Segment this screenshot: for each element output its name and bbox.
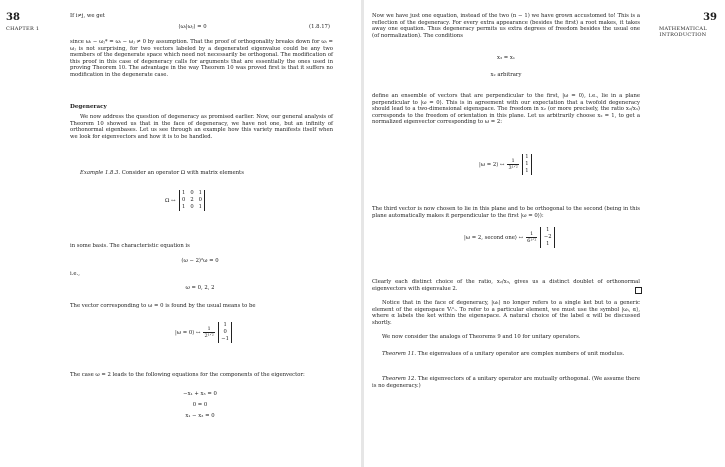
condition-2: x₂ arbitrary — [490, 72, 522, 78]
left-page — [0, 0, 361, 467]
theorem-12-label: Theorem 12. — [382, 376, 417, 382]
eigenvector-omega-2-second — [464, 227, 555, 248]
equation-1-8-17: ⟨ωᵢ|ωⱼ⟩ = 0 — [178, 24, 207, 30]
intro-text: If i≠j, we get — [70, 13, 105, 19]
vector-entry: 0 — [223, 329, 227, 335]
vector-entry: −2 — [543, 234, 552, 240]
matrix-cell: 1 — [198, 190, 202, 196]
eigenvector-omega-2 — [479, 154, 532, 175]
paragraph-doublet: Clearly each distinct choice of the ratio, x₂/x₃, gives us a distinct doublet of orthonormal eigenvectors with eigenvalue 2. — [372, 279, 640, 292]
vec0-lhs: |ω = 0⟩ ↔ — [175, 329, 201, 336]
fraction-numerator: 1 — [511, 158, 515, 164]
case-text: The case ω = 2 leads to the following equations for the components of the eigenvector: — [70, 372, 305, 378]
paragraph-ensemble: define an ensemble of vectors that are perpendicular to the first, |ω = 0⟩, i.e., lie in a plane perpendicular to |ω = 0⟩. This is in agreement with our expectation that a twofold degeneracy should lead to a two-dimensional eigenspace. The freedom in x₂ (or more precisely, the ratio x₂/x₃) corresponds to the freedom of orientation in this plane. Let us arbitrarily choose x₂ = 1, to get a normalized eigenvector corresponding to ω = 2: — [372, 93, 640, 125]
vector-entry: 1 — [525, 154, 529, 160]
paragraph-unitary: We now consider the analogs of Theorems 9 and 10 for unitary operators. — [382, 334, 581, 340]
vector-entry: 1 — [525, 161, 529, 167]
example-text: Consider an operator Ω with matrix elements — [121, 170, 244, 176]
roots-equation: ω = 0, 2, 2 — [185, 285, 215, 291]
fraction-denominator: 3¹ᐟ² — [508, 165, 518, 171]
equation-row-2: 0 = 0 — [192, 402, 208, 408]
vec2-column — [522, 154, 532, 175]
fraction-denominator: 6¹ᐟ² — [527, 238, 537, 244]
vector-entry: −1 — [221, 336, 229, 342]
section-heading-degeneracy: Degeneracy — [70, 104, 107, 110]
omega-matrix-equation — [165, 190, 205, 211]
theorem-11 — [372, 351, 640, 358]
example-label: Example 1.8.3. — [80, 170, 121, 176]
vector-entry: 1 — [546, 241, 550, 247]
equation-row-1: −x₁ + x₃ = 0 — [183, 391, 217, 397]
matrix-row — [179, 204, 205, 211]
characteristic-equation: (ω − 2)²ω = 0 — [181, 258, 219, 264]
vector-entry: 1 — [223, 322, 227, 328]
vector-entry: 1 — [525, 168, 529, 174]
matrix-cell: 0 — [190, 204, 194, 210]
omega-matrix — [179, 190, 206, 211]
ie-text: i.e., — [70, 271, 80, 277]
matrix-row — [179, 197, 205, 204]
theorem-11-label: Theorem 11. — [382, 351, 417, 357]
example-line — [80, 170, 335, 177]
matrix-row — [179, 190, 205, 197]
vec0-fraction — [203, 326, 214, 339]
paragraph-degeneracy: We now address the question of degeneracy as promised earlier. Now, our general analysis of Theorem 10 showed us that in the face of degeneracy, we have not one, but an infinity of orthonormal eigenbases. Let us see through an example how this variety manifests itself when we look for eigenvectors and how it is to be handled. — [70, 114, 333, 140]
theorem-11-text: The eigenvalues of a unitary operator are complex numbers of unit modulus. — [417, 351, 625, 357]
vector-text: The vector corresponding to ω = 0 is found by the usual means to be — [70, 303, 256, 309]
vec2-lhs: |ω = 2⟩ ↔ — [479, 161, 505, 168]
condition-1: x₃ = x₁ — [496, 55, 516, 61]
theorem-12-text: The eigenvectors of a unitary operator are mutually orthogonal. (We assume there is no degeneracy.) — [372, 376, 640, 389]
equation-row-3: x₁ − x₃ = 0 — [185, 413, 215, 419]
matrix-cell: 0 — [182, 197, 186, 203]
chapter-label-right: MATHEMATICAL INTRODUCTION — [659, 26, 707, 38]
vector-entry: 1 — [546, 227, 550, 233]
paragraph-one-equation: Now we have just one equation, instead of the two (n − 1) we have grown accustomed to! This is a reflection of the degeneracy. For every extra appearance (besides the first) a root makes, it takes away one equation. Thus degeneracy permits us extra degrees of freedom besides the usual one (of normalization). The conditions — [372, 13, 640, 39]
equation-label: (1.8.17) — [309, 24, 330, 30]
end-of-proof-square — [635, 287, 642, 294]
page-number-left: 38 — [6, 12, 20, 23]
fraction-numerator: 1 — [530, 231, 534, 237]
vec0-column — [218, 322, 233, 343]
theorem-12 — [372, 376, 640, 389]
paragraph-generic-element: Notice that in the face of degeneracy, |ωᵢ⟩ no longer refers to a single ket but to a generic element of the eigenspace 𝕍ᵢⁿᵢ. To refer to a particular element, we must use the symbol |ωᵢ, α⟩, where α labels the ket within the eigenspace. A natural choice of the label α will be discussed shortly. — [372, 300, 640, 326]
fraction-denominator: 2¹ᐟ² — [204, 333, 214, 339]
paragraph-third-vector: The third vector is now chosen to lie in this plane and to be orthogonal to the second (being in this plane automatically makes it perpendicular to the first |ω = 0⟩): — [372, 206, 640, 219]
eigenvector-omega-0 — [175, 322, 232, 343]
matrix-cell: 0 — [198, 197, 202, 203]
matrix-cell: 1 — [182, 204, 186, 210]
matrix-cell: 1 — [182, 190, 186, 196]
paragraph-orthogonality: since ωᵢ − ωⱼ* = ωᵢ − ωⱼ ≠ 0 by assumption. That the proof of orthogonality breaks down for ωᵢ = ωⱼ is not surprising, for two vectors labeled by a degenerated eigenvalue could be any two members of the degenerate space which need not necessarily be orthogonal. The modification of this proof in this case of degeneracy calls for arguments that are essentially the ones used in proving Theorem 10. The advantage in the way Theorem 10 was proved first is that it suffers no modification in the degenerate case. — [70, 39, 333, 78]
chapter-label-left: CHAPTER 1 — [6, 26, 40, 32]
matrix-cell: 0 — [190, 190, 194, 196]
vec3-column — [540, 227, 555, 248]
right-page — [364, 0, 725, 467]
fraction-numerator: 1 — [207, 326, 211, 332]
basis-text: in some basis. The characteristic equation is — [70, 243, 190, 249]
vec3-fraction — [526, 231, 537, 244]
omega-lhs: Ω ↔ — [165, 197, 176, 204]
vec3-lhs: |ω = 2, second one⟩ ↔ — [464, 234, 524, 241]
vec2-fraction — [507, 158, 518, 171]
page-number-right: 39 — [703, 12, 717, 23]
matrix-cell: 1 — [198, 204, 202, 210]
matrix-cell: 2 — [190, 197, 194, 203]
